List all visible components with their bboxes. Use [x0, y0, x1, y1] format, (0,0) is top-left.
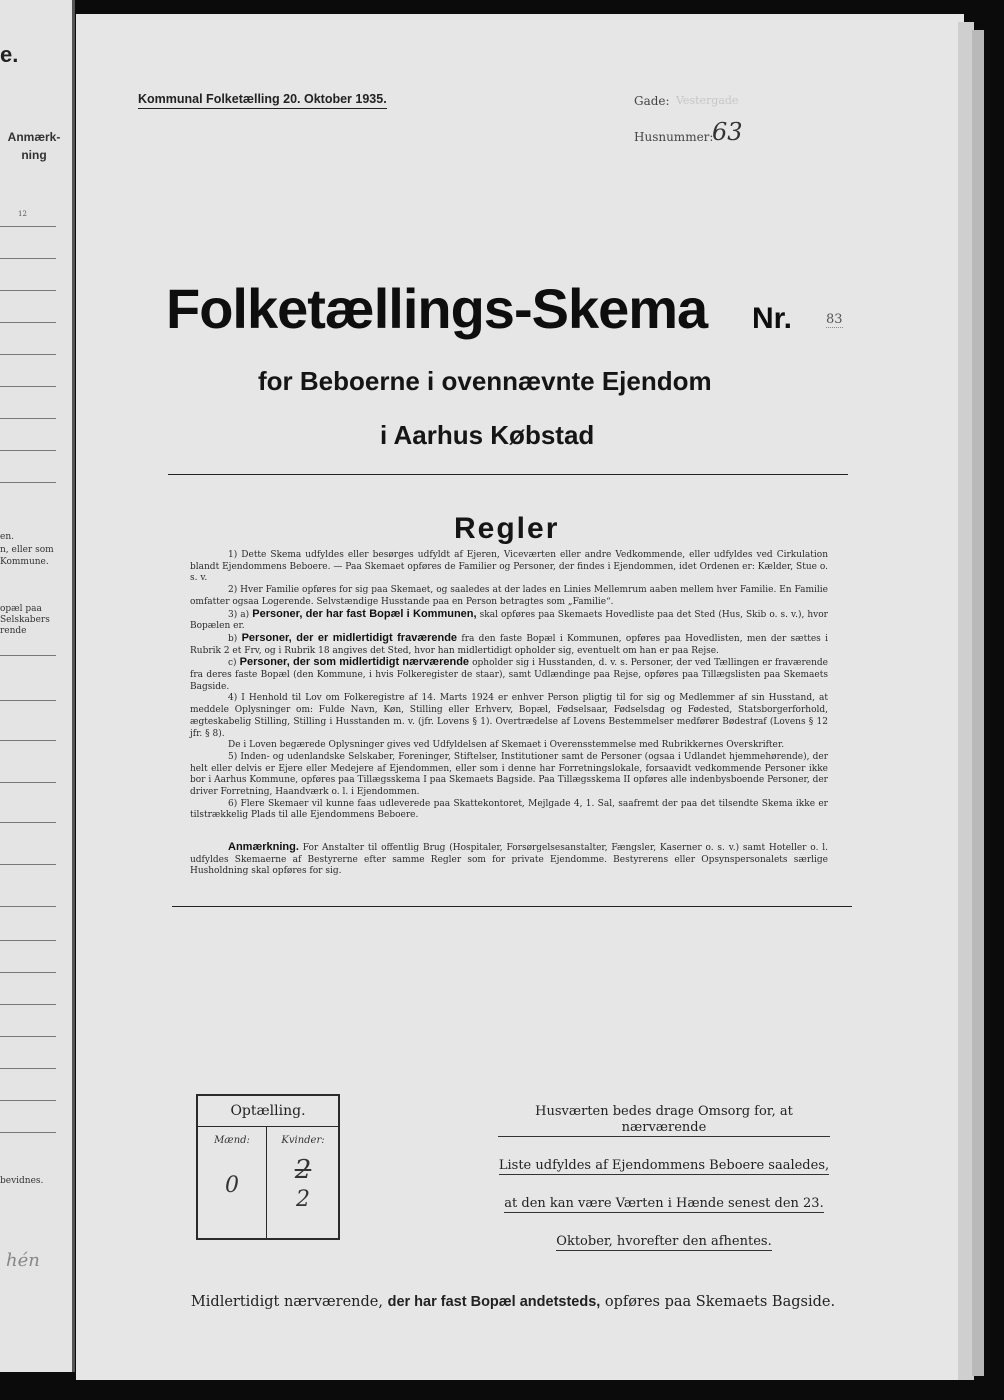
form-subtitle: for Beboerne i ovennævnte Ejendom	[258, 366, 712, 396]
left-facing-page	[0, 0, 75, 1372]
left-page-rule	[0, 1068, 56, 1069]
left-page-rule	[0, 418, 56, 419]
left-page-rule	[0, 258, 56, 259]
footer-part2: opføres paa Skemaets Bagside.	[604, 1294, 836, 1310]
rule-3a: 3) a) Personer, der har fast Bopæl i Kommunen, skal opføres paa Skemaets Hovedliste paa det Sted (Hus, Skib o. s. v.), hvor Bopælen er.	[190, 607, 828, 632]
left-page-rule	[0, 482, 56, 483]
count-women-value: 2	[296, 1187, 310, 1212]
count-men-value: 0	[225, 1173, 239, 1198]
left-page-handwriting: hén	[6, 1250, 40, 1271]
rule-6: 6) Flere Skemaer vil kunne faas udleverede paa Skattekontoret, Mejlgade 4, 1. Sal, saafremt der paa det tilsendte Skema ikke er tilstrækkelig Plads til alle Ejendommens Beboere.	[190, 798, 828, 821]
notice-line: Liste udfyldes af Ejendommens Beboere saaledes,	[498, 1158, 830, 1173]
section-divider	[172, 906, 852, 907]
left-page-fragment: en.	[0, 532, 14, 542]
count-box	[196, 1094, 340, 1240]
rule-2: 2) Hver Familie opføres for sig paa Skemaet, og saaledes at der lades en Linies Mellemrum aaben mellem hver Familie. En Familie omfatter ogsaa Logerende. Selvstændige Husstande paa en Person betragtes som „Familie“.	[190, 585, 828, 607]
left-page-rule	[0, 782, 56, 783]
left-page-rule	[0, 226, 56, 227]
page-edge	[972, 30, 984, 1376]
notice-line: Husværten bedes drage Omsorg for, at nærværende	[498, 1104, 830, 1137]
rule-4: 4) I Henhold til Lov om Folkeregistre af 14. Marts 1924 er enhver Person pligtig til for sig og Medlemmer af sin Husstand, at meddele Oplysninger om: Fulde Navn, Køn, Stilling eller Erhverv, Bopæl, Fødselsaar, Fødselsdag og Fødested, Statsborgerforhold, ægteskabelig Stilling, Stilling i Husstanden m. v. (jfr. Lovens § 1). Overtrædelse af Lovens Bestemmelser medfører Bødestraf (Lovens § 12 jfr. § 8).	[190, 693, 828, 739]
left-page-heading	[0, 128, 68, 164]
left-page-rule	[0, 906, 56, 907]
left-page-heading-line2: ning	[21, 148, 47, 162]
left-page-rule	[0, 354, 56, 355]
form-number-label: Nr.	[752, 302, 793, 335]
notice-line: at den kan være Værten i Hænde senest den 23.	[504, 1196, 824, 1211]
left-page-fragment: bevidnes.	[0, 1176, 44, 1186]
left-page-column-number: 12	[18, 210, 27, 218]
left-page-rule	[0, 322, 56, 323]
left-page-fragment: n, eller som	[0, 545, 54, 555]
rule-4b: De i Loven begærede Oplysninger gives ved Udfyldelsen af Skemaet i Overensstemmelse med Rubrikkernes Overskrifter.	[228, 740, 785, 751]
left-page-fragment: Kommune.	[0, 557, 49, 567]
left-page-rule	[0, 1004, 56, 1005]
remark-label: Anmærkning.	[228, 841, 299, 853]
count-women-column	[268, 1127, 338, 1238]
count-women-value-struck: 2	[294, 1155, 312, 1185]
left-page-rule	[0, 822, 56, 823]
left-page-rule	[0, 972, 56, 973]
husnummer-value: 63	[712, 118, 743, 146]
left-page-rule	[0, 655, 56, 656]
form-subtitle-city: i Aarhus Købstad	[380, 420, 595, 450]
notice-line: Oktober, hvorefter den afhentes.	[556, 1234, 772, 1249]
left-page-rule	[0, 864, 56, 865]
left-page-rule	[0, 1100, 56, 1101]
footer-bold: der har fast Bopæl andetsteds,	[387, 1294, 601, 1310]
footer-note	[178, 1294, 848, 1310]
left-page-rule	[0, 940, 56, 941]
remark-text	[190, 842, 828, 878]
left-page-rule	[0, 740, 56, 741]
husnummer-label: Husnummer:	[634, 130, 714, 144]
left-page-heading-line1: Anmærk-	[7, 130, 61, 144]
rule-1: 1) Dette Skema udfyldes eller besørges udfyldt af Ejeren, Viceværten eller andre Vedkommende, eller udfyldes ved Cirkulation blandt Ejendommens Beboere. — Paa Skemaet opføres de Familier og Personer, der findes i Ejendommen, idet Ordenen er: Kælder, Stue o. s. v.	[190, 550, 828, 584]
rule-5: 5) Inden- og udenlandske Selskaber, Foreninger, Stiftelser, Institutioner samt de Personer (ogsaa i Udlandet hjemmehørende), der helt eller delvis er Ejere eller Medejere af Ejendommen, eller som i denne har Forretningslokale, forsaavidt vedkommende Personer ikke bor i Aarhus Kommune, opføres paa Tillægsskema I paa Skemaets Bagside. Paa Tillægsskema II opføres alle indenbysboende Personer, der driver Forretning, Haandværk o. l. i Ejendommen.	[190, 751, 828, 798]
left-page-rule	[0, 290, 56, 291]
form-number-value: 83	[826, 312, 843, 327]
left-page-letter: e.	[0, 42, 19, 67]
section-divider	[168, 474, 848, 475]
left-page-fragment: Selskabers	[0, 615, 50, 625]
footer-part1: Midlertidigt nærværende,	[190, 1294, 383, 1310]
left-page-rule	[0, 386, 56, 387]
left-page-rule	[0, 700, 56, 701]
rule-3b: b) Personer, der er midlertidigt fraværende fra den faste Bopæl i Kommunen, opføres paa Hovedlisten, men der sættes i Rubrik 2 et Frv, og i Rubrik 18 angives det Sted, hvor han midlertidigt opholder sig, eventuelt om han er paa Rejse.	[190, 631, 828, 656]
gade-label: Gade:	[634, 94, 670, 108]
left-page-fragment: rende	[0, 626, 27, 636]
count-women-label: Kvinder:	[281, 1135, 325, 1146]
left-page-fragment: opæl paa	[0, 604, 42, 614]
rules-heading: Regler	[454, 512, 560, 545]
remark-body: For Anstalter til offentlig Brug (Hospitaler, Forsørgelsesanstalter, Fængsler, Kaserner o. s. v.) samt Hoteller o. l. udfyldes Skemaerne af Bestyrerne efter samme Regler som for private Ejendomme. Bestyrerens eller Opsynspersonalets særlige Husholdning skal opføres for sig.	[190, 843, 828, 877]
left-page-rule	[0, 450, 56, 451]
gade-value: Vestergade	[676, 94, 739, 107]
count-box-title: Optælling.	[198, 1096, 338, 1127]
count-men-column	[198, 1127, 267, 1238]
left-page-rule	[0, 1132, 56, 1133]
rule-3c: c) Personer, der som midlertidigt nærværende opholder sig i Husstanden, d. v. s. Personer, der ved Tællingen er fraværende fra deres faste Bopæl (den Kommune, i hvis Folkeregister de staar), samt Udlændinge paa Rejse, opføres paa Tillægslisten paa Skemaets Bagside.	[190, 656, 828, 692]
rules-text	[190, 550, 828, 822]
count-men-label: Mænd:	[214, 1135, 250, 1146]
census-header-title: Kommunal Folketælling 20. Oktober 1935.	[138, 92, 387, 109]
landlord-notice	[498, 1094, 830, 1261]
form-title: Folketællings-Skema	[166, 277, 708, 340]
left-page-rule	[0, 1036, 56, 1037]
